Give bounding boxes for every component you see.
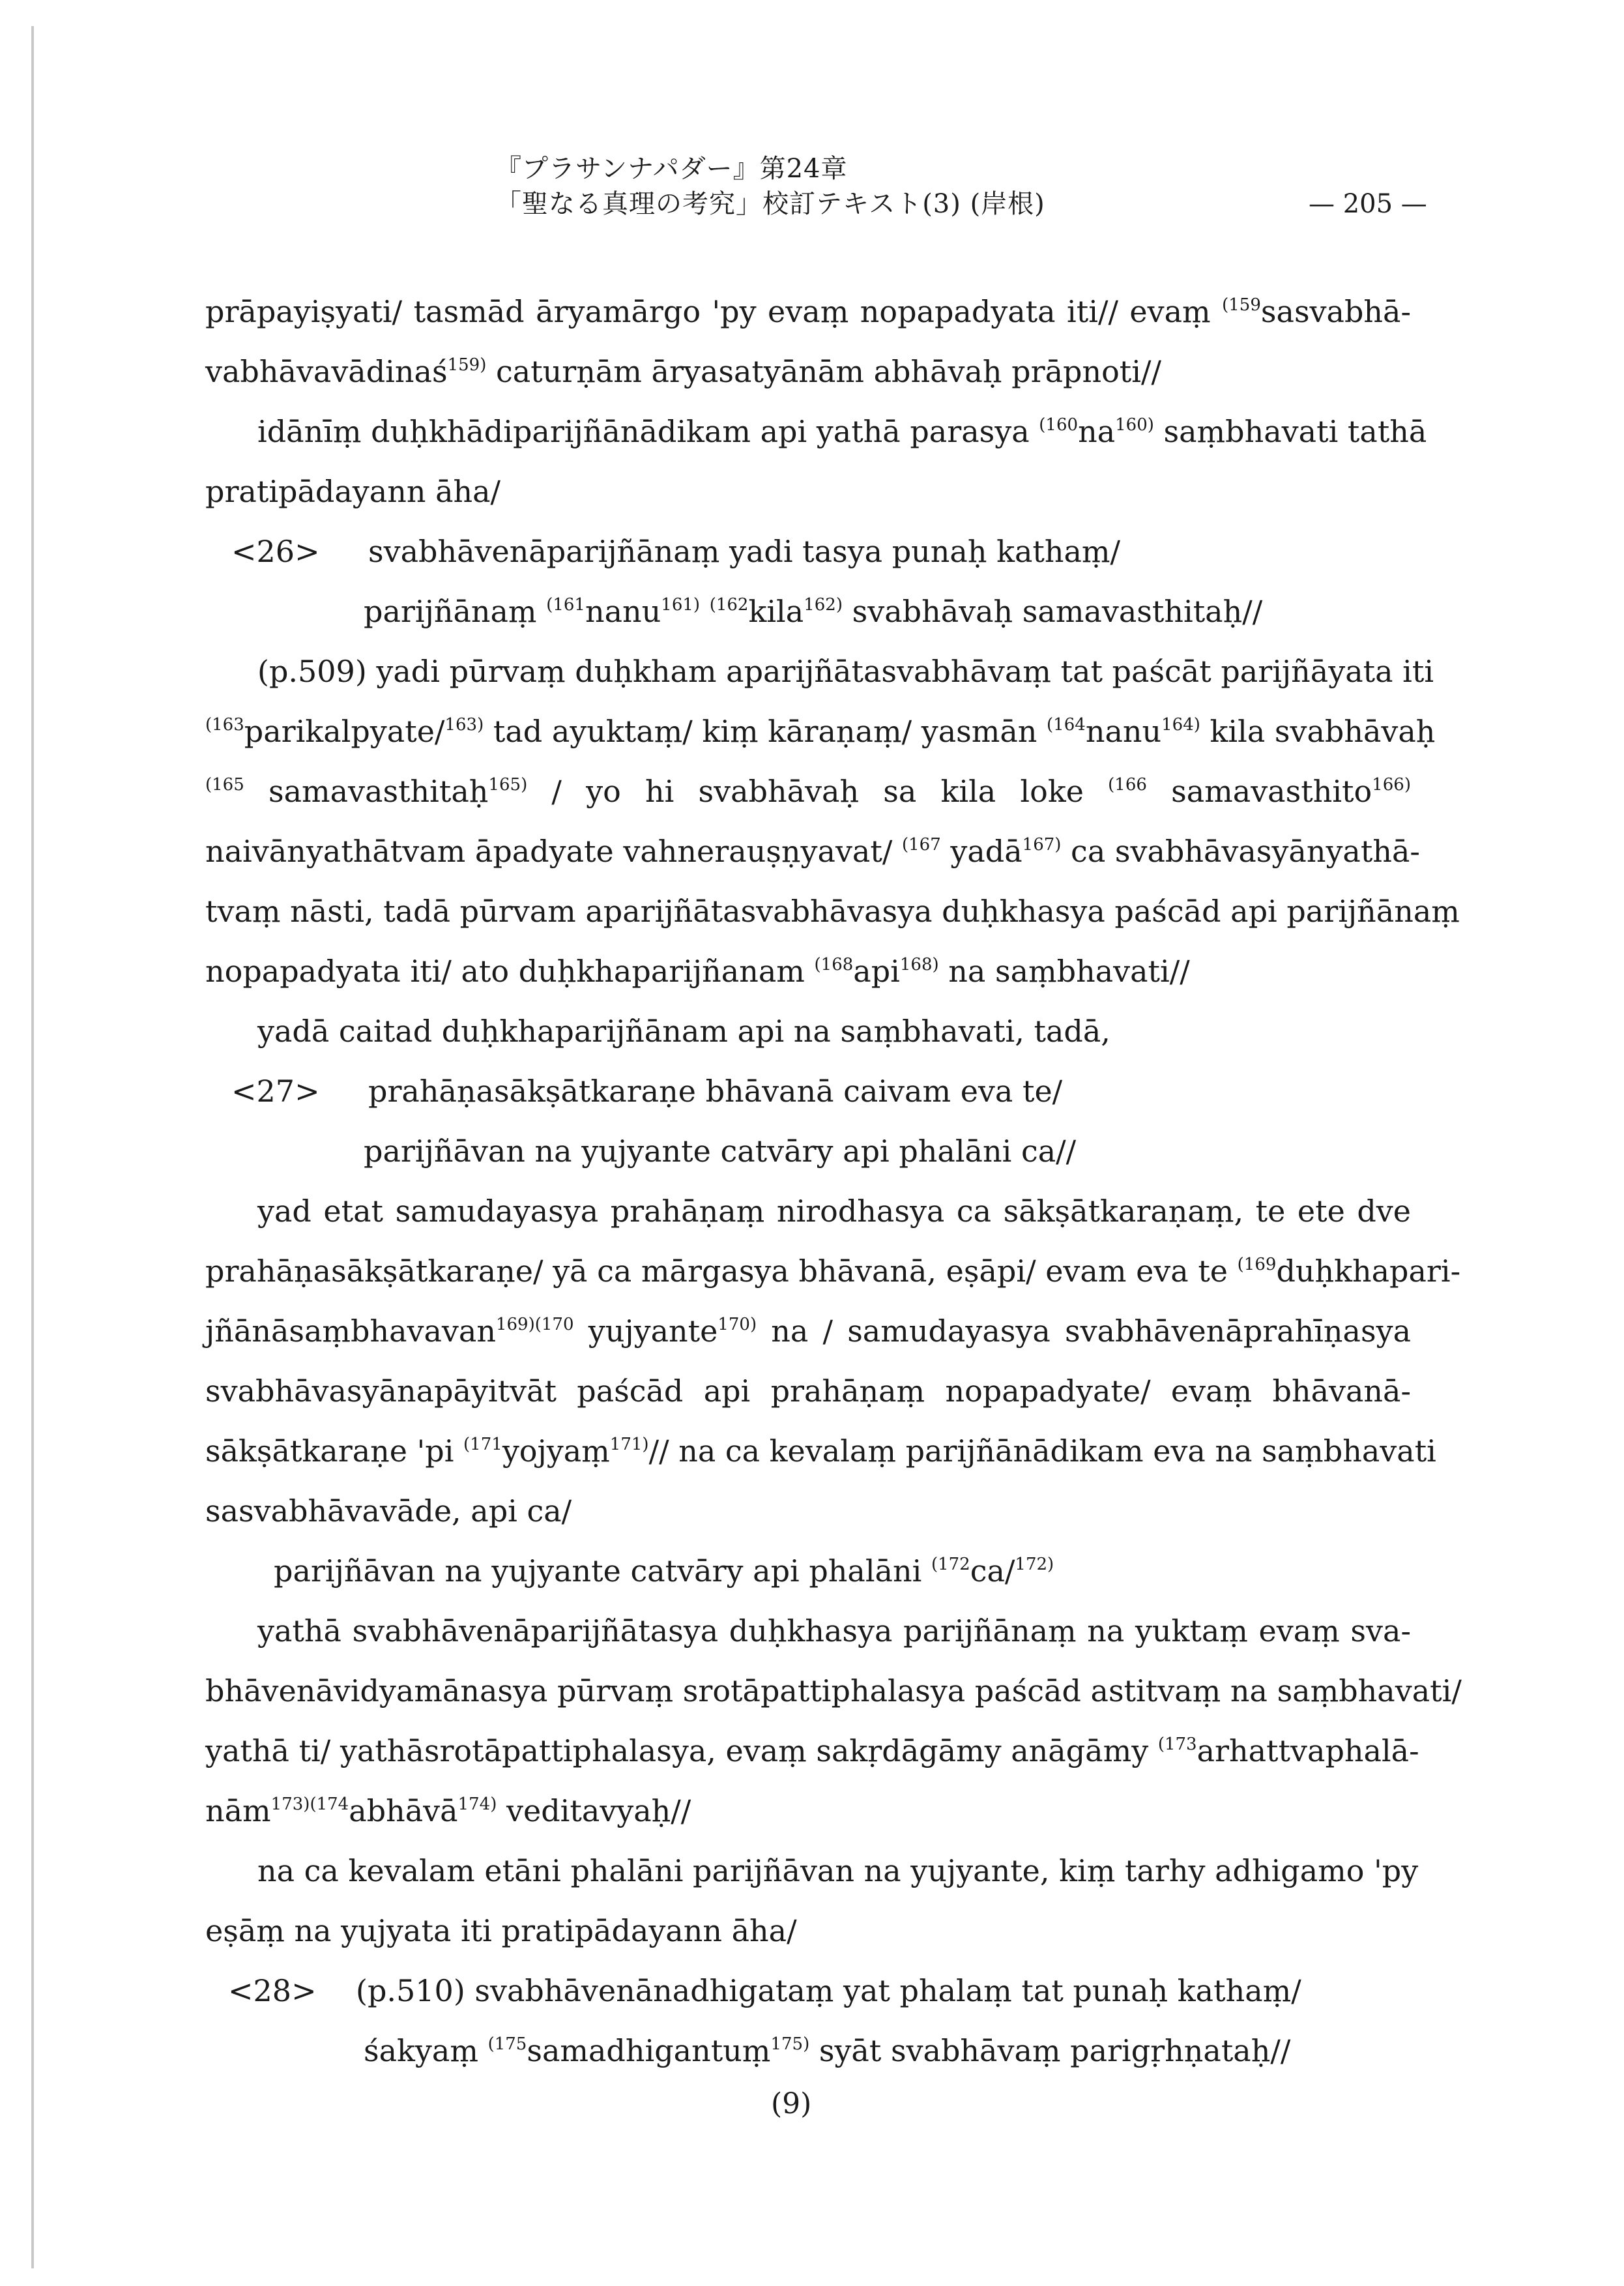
text-segment: na (757, 1313, 823, 1349)
verse-number: <27> (231, 1074, 320, 1109)
text-line (205, 1061, 1411, 1121)
text-line (205, 1241, 1461, 1301)
line-content (205, 1313, 1411, 1349)
line-content (205, 474, 500, 509)
text-segment: tvaṃ nāsti, tadā pūrvam aparijñātasvabhāvasya duḥkhasya paścād api parijñānaṃ (205, 894, 1460, 929)
text-segment: samavasthito (1146, 774, 1372, 809)
footnote-marker: (160 (1039, 415, 1079, 435)
text-segment: (p.509) yadi pūrvaṃ duḥkham aparijñātasvabhāvaṃ tat paścāt parijñāyata iti (257, 654, 1434, 689)
text-line (205, 1421, 1436, 1481)
text-segment: yadā caitad duḥkhaparijñānam api na saṃbhavati, tadā, (257, 1014, 1110, 1049)
text-segment: nām (205, 1793, 271, 1828)
text-segment: yujyante (573, 1313, 718, 1349)
footnote-marker: 162) (804, 595, 843, 615)
text-segment: parijñāvan na yujyante catvāry api phalāni ca// (364, 1134, 1077, 1169)
text-segment: pratipādayann āha/ (205, 474, 501, 509)
text-segment: caturṇām āryasatyānām abhāvaḥ prāpnoti// (486, 354, 1161, 389)
text-segment: ca svabhāvasyānyathā- (1061, 834, 1420, 869)
text-segment: ca/ (970, 1553, 1015, 1589)
footnote-marker: (168 (814, 955, 854, 974)
text-segment: śakyaṃ (364, 2033, 488, 2068)
footnote-marker: 168) (899, 955, 939, 974)
text-segment (497, 1793, 506, 1828)
text-segment: sasvabhā- (1260, 294, 1411, 329)
footnote-marker: (163 (205, 715, 244, 735)
line-content (205, 294, 1411, 329)
text-line (205, 761, 1411, 821)
text-segment: eṣāṃ na yujyata iti pratipādayann āha/ (205, 1913, 797, 1948)
footnote-marker: 166) (1372, 775, 1411, 795)
footnote-marker: (173 (1157, 1735, 1197, 1754)
text-segment: svabhāvenāparijñānaṃ yadi tasya punaḥ kathaṃ/ (368, 534, 1121, 569)
text-segment: // na ca kevalaṃ parijñānādikam eva na saṃbhavati (648, 1433, 1436, 1469)
text-segment: yad etat samudayasya prahāṇaṃ nirodhasya ca sākṣātkaraṇaṃ, te ete dve (257, 1194, 1411, 1229)
text-line (205, 701, 1436, 761)
text-segment: samadhigantuṃ (527, 2033, 771, 2068)
text-segment: yadā (940, 834, 1022, 869)
line-content (257, 414, 1427, 449)
text-segment: nanu (585, 594, 661, 629)
footnote-marker: 175) (770, 2034, 810, 2054)
footnote-marker: 159) (447, 355, 487, 375)
text-segment: yathā svabhāvenāparijñātasya duḥkhasya parijñānaṃ na yuktaṃ evaṃ sva- (257, 1613, 1411, 1649)
text-segment: yathā ti/ yathāsrotāpattiphalasya, evaṃ sakṛdāgāmy anāgāmy (205, 1733, 1158, 1768)
text-line (205, 1661, 1462, 1721)
text-line (205, 821, 1420, 881)
text-line (205, 282, 1411, 342)
text-segment: (p.510) svabhāvenānadhigataṃ yat phalaṃ tat punaḥ kathaṃ/ (356, 1973, 1301, 2008)
footnote-marker: 160) (1115, 415, 1154, 435)
text-line (205, 941, 1411, 1001)
text-segment: sasvabhāvavāde, api ca/ (205, 1493, 572, 1529)
footnote-marker: 165) (488, 775, 528, 795)
line-content (205, 954, 1190, 989)
text-segment: parijñāvan na yujyante catvāry api phalāni (274, 1553, 931, 1589)
footnote-marker: (170 (534, 1315, 574, 1334)
line-content (368, 534, 1120, 569)
text-line (205, 581, 1411, 641)
line-content (368, 1074, 1062, 1109)
line-content (205, 834, 1420, 869)
footnote-marker: 163) (444, 715, 484, 735)
text-segment: parijñānaṃ (364, 594, 547, 629)
text-line (205, 1961, 1411, 2021)
footnote-marker: 167) (1022, 835, 1062, 855)
footnote-marker: (166 (1108, 775, 1147, 795)
line-content (205, 1493, 572, 1529)
footnote-marker: (175 (487, 2034, 527, 2054)
text-line (205, 641, 1434, 701)
footnote-marker: 171) (609, 1435, 649, 1454)
text-line (205, 1121, 1411, 1181)
footnote-marker: 164) (1161, 715, 1200, 735)
text-line (205, 1361, 1411, 1421)
text-segment: svabhāvasyānapāyitvāt paścād api prahāṇaṃ nopapadyate/ evaṃ bhāvanā- (205, 1373, 1411, 1409)
line-content (257, 1194, 1411, 1229)
text-segment: saṃbhavati tathā (1153, 414, 1427, 449)
footnote-marker: (159 (1222, 295, 1261, 315)
footnote-marker: (171 (463, 1435, 502, 1454)
text-segment: parikalpyate/ (244, 714, 445, 749)
text-line (205, 1901, 1411, 1961)
header-title-line1: 『プラサンナパダー』第24章 (495, 154, 848, 184)
line-content (205, 354, 1161, 389)
line-content (257, 1613, 1411, 1649)
text-line (205, 1481, 1411, 1541)
line-content (205, 774, 1411, 809)
footnote-marker: 161) (661, 595, 701, 615)
line-content (205, 1433, 1436, 1469)
footnote-marker: (169 (1237, 1255, 1277, 1274)
line-content (205, 714, 1435, 749)
footnote-marker: 172) (1015, 1555, 1054, 1574)
line-content (364, 1134, 1076, 1169)
text-segment: bhāvenāvidyamānasya pūrvaṃ srotāpattiphalasya paścād astitvaṃ na saṃbhavati/ (205, 1673, 1462, 1708)
text-segment: nopapadyata iti/ ato duḥkhaparijñanam (205, 954, 815, 989)
text-line (205, 2021, 1411, 2081)
text-line (205, 462, 1411, 521)
footnote-marker: 169) (495, 1315, 535, 1334)
text-segment: jñānāsaṃbhavavan (205, 1313, 496, 1349)
running-header (0, 151, 1624, 229)
text-segment: prahāṇasākṣātkaraṇe bhāvanā caivam eva te/ (368, 1074, 1063, 1109)
text-segment: kila svabhāvaḥ (1200, 714, 1436, 749)
text-segment: / samudayasya svabhāvenāprahīṇasya (822, 1313, 1412, 1349)
footnote-marker: 174) (457, 1795, 497, 1814)
header-title (495, 151, 1045, 222)
line-content (364, 2033, 1290, 2068)
text-segment: api (853, 954, 900, 989)
text-segment: sākṣātkaraṇe 'pi (205, 1433, 464, 1469)
line-content (205, 1373, 1411, 1409)
footnote-marker: 173) (270, 1795, 310, 1814)
text-line (205, 402, 1427, 462)
text-segment: yojyaṃ (502, 1433, 610, 1469)
text-segment: duḥkhapari- (1276, 1253, 1461, 1289)
text-segment: / yo hi svabhāvaḥ sa kila loke (527, 774, 1109, 809)
footnote-marker: (165 (205, 775, 244, 795)
line-content (274, 1553, 1054, 1589)
line-content (205, 894, 1460, 929)
page-footer-label: (9) (771, 2087, 812, 2120)
line-content (205, 1793, 691, 1828)
text-line (205, 521, 1411, 581)
footnote-marker: (172 (931, 1555, 970, 1574)
text-segment: naivānyathātvam āpadyate vahnerauṣṇyavat/ (205, 834, 902, 869)
text-segment: tad ayuktaṃ/ kiṃ kāraṇaṃ/ yasmān (484, 714, 1047, 749)
text-segment: idānīṃ duḥkhādiparijñānādikam api yathā parasya (257, 414, 1039, 449)
verse-number: <28> (228, 1973, 317, 2008)
text-segment (700, 594, 710, 629)
text-segment: veditavyaḥ// (506, 1793, 691, 1828)
line-content (205, 1913, 797, 1948)
text-segment: abhāvā (349, 1793, 458, 1828)
footnote-marker: (174 (310, 1795, 349, 1814)
footnote-marker: (167 (901, 835, 941, 855)
text-segment: svabhāvaḥ samavasthitaḥ// (842, 594, 1263, 629)
text-segment: vabhāvavādinaś (205, 354, 448, 389)
verse-number: <26> (231, 534, 320, 569)
text-line (205, 1721, 1419, 1781)
text-segment: prāpayiṣyati/ tasmād āryamārgo 'py evaṃ nopapadyata iti// evaṃ (205, 294, 1223, 329)
scan-edge-line (31, 26, 34, 2268)
text-segment: syāt svabhāvaṃ parigṛhṇataḥ// (809, 2033, 1291, 2068)
sanskrit-text-body (205, 282, 1462, 2081)
footnote-marker: 170) (718, 1315, 757, 1334)
line-content (257, 1853, 1418, 1888)
text-segment: na (1078, 414, 1116, 449)
line-content (257, 1014, 1110, 1049)
text-line (205, 1001, 1411, 1061)
line-content (364, 594, 1262, 629)
footnote-marker: (164 (1047, 715, 1086, 735)
text-segment: arhattvaphalā- (1196, 1733, 1419, 1768)
header-title-line2: 「聖なる真理の考究」校訂テキスト(3) (岸根) (495, 189, 1045, 219)
line-content (257, 654, 1434, 689)
text-line (205, 1601, 1411, 1661)
text-line (205, 342, 1411, 402)
text-line (205, 1781, 1411, 1841)
page-number: — 205 — (1309, 189, 1427, 219)
text-segment: prahāṇasākṣātkaraṇe/ yā ca mārgasya bhāvanā, eṣāpi/ evam eva te (205, 1253, 1238, 1289)
line-content (205, 1253, 1460, 1289)
text-segment: na ca kevalam etāni phalāni parijñāvan na yujyante, kiṃ tarhy adhigamo 'py (257, 1853, 1419, 1888)
line-content (205, 1733, 1419, 1768)
text-segment: samavasthitaḥ (244, 774, 489, 809)
line-content (356, 1973, 1301, 2008)
line-content (205, 1673, 1462, 1708)
text-line (205, 1841, 1419, 1901)
text-line (205, 1181, 1411, 1241)
text-segment: na saṃbhavati// (938, 954, 1190, 989)
text-line (205, 1541, 1411, 1601)
text-line (205, 881, 1460, 941)
text-segment: nanu (1085, 714, 1162, 749)
text-line (205, 1301, 1411, 1361)
text-segment: kila (748, 594, 804, 629)
footnote-marker: (161 (546, 595, 585, 615)
footnote-marker: (162 (709, 595, 749, 615)
